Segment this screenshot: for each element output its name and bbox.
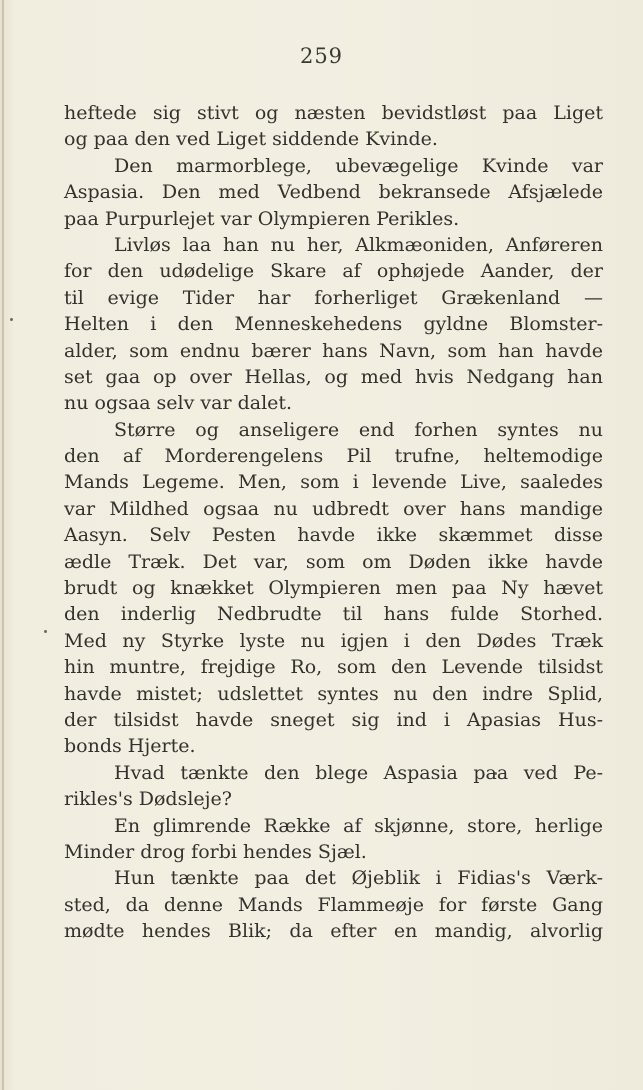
text-line: Livløs laa han nu her, Alkmæoniden, Anføreren bbox=[114, 233, 603, 256]
text-line: paa Purpurlejet var Olympieren Perikles. bbox=[64, 207, 460, 230]
text-line: den inderlig Nedbrudte til hans fulde Storhed. bbox=[64, 603, 603, 626]
text-line: Aspasia. Den med Vedbend bekransede Afsjælede bbox=[64, 181, 603, 204]
text-line: Større og anseligere end forhen syntes nu bbox=[114, 418, 603, 441]
page-number: 259 bbox=[299, 44, 344, 68]
ink-speck bbox=[10, 318, 13, 321]
ink-speck bbox=[44, 630, 47, 633]
text-line: der tilsidst havde sneget sig ind i Apasias Hus- bbox=[64, 708, 603, 731]
text-line: Hvad tænkte den blege Aspasia paa ved Pe- bbox=[114, 761, 603, 784]
text-line: nu ogsaa selv var dalet. bbox=[64, 392, 293, 415]
text-line: var Mildhed ogsaa nu udbredt over hans mandige bbox=[64, 497, 603, 520]
text-line: Aasyn. Selv Pesten havde ikke skæmmet disse bbox=[64, 524, 603, 547]
text-line: for den udødelige Skare af ophøjede Aander, der bbox=[64, 260, 603, 283]
text-line: ædle Træk. Det var, som om Døden ikke havde bbox=[64, 550, 603, 573]
text-line: heftede sig stivt og næsten bevidstløst paa Liget bbox=[64, 102, 603, 124]
text-line: hin muntre, frejdige Ro, som den Levende tilsidst bbox=[64, 656, 603, 679]
text-line: Med ny Styrke lyste nu igjen i den Dødes Træk bbox=[64, 629, 603, 652]
page-edge bbox=[2, 0, 4, 1090]
text-line: den af Morderengelens Pil trufne, heltemodige bbox=[64, 445, 603, 468]
text-line: bonds Hjerte. bbox=[64, 735, 196, 758]
text-line: og paa den ved Liget siddende Kvinde. bbox=[64, 128, 438, 151]
text-line: brudt og knækket Olympieren men paa Ny hævet bbox=[64, 577, 603, 600]
text-line: Mands Legeme. Men, som i levende Live, saaledes bbox=[64, 471, 603, 494]
text-line: Hun tænkte paa det Øjeblik i Fidias's Værk- bbox=[114, 867, 603, 890]
text-line: rikles's Dødsleje? bbox=[64, 788, 232, 811]
text-line: Helten i den Menneskehedens gyldne Blomster- bbox=[64, 313, 603, 336]
text-line: havde mistet; udslettet syntes nu den indre Splid, bbox=[64, 682, 603, 705]
text-line: En glimrende Række af skjønne, store, herlige bbox=[114, 814, 603, 837]
text-line: mødte hendes Blik; da efter en mandig, alvorlig bbox=[64, 920, 603, 943]
text-line: Minder drog forbi hendes Sjæl. bbox=[64, 840, 367, 863]
text-line: set gaa op over Hellas, og med hvis Nedgang han bbox=[64, 365, 603, 388]
body-text bbox=[64, 100, 603, 945]
text-line: alder, som endnu bærer hans Navn, som han havde bbox=[64, 339, 603, 362]
text-line: sted, da denne Mands Flammeøje for første Gang bbox=[64, 893, 603, 916]
text-line: Den marmorblege, ubevægelige Kvinde var bbox=[114, 154, 603, 177]
text-line: til evige Tider har forherliget Grækenland — bbox=[64, 286, 603, 309]
